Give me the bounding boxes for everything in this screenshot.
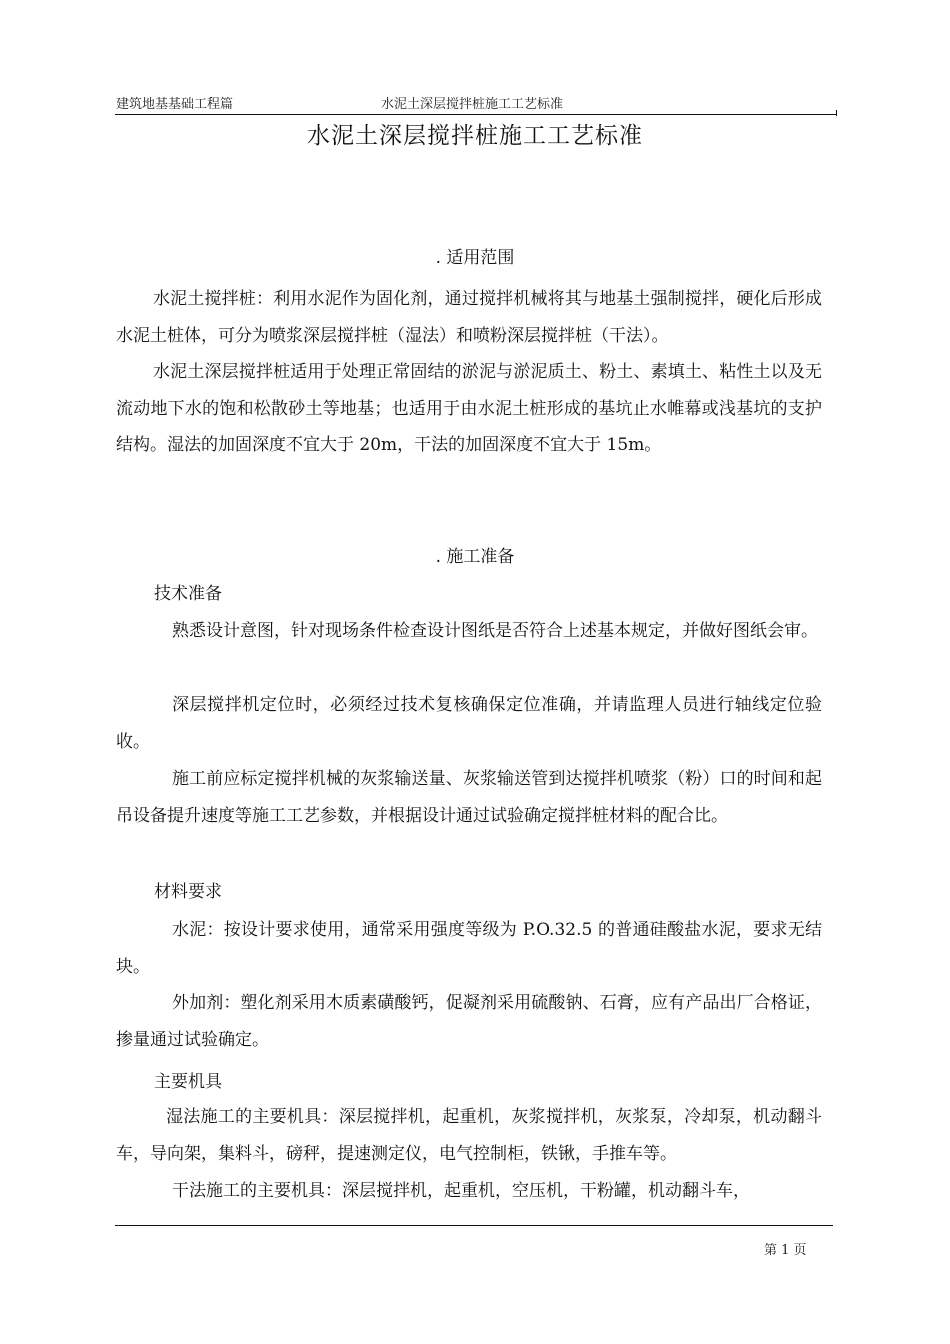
page-number: 第 1 页 (764, 1243, 807, 1258)
header-center-text: 水泥土深层搅拌桩施工工艺标准 (381, 97, 564, 112)
subheading-tech: 技术准备 (154, 584, 222, 604)
paragraph-material-1: 水泥：按设计要求使用，通常采用强度等级为 P.O.32.5 的普通硅酸盐水泥，要求无结块。 (116, 920, 822, 977)
section-heading-scope: . 适用范围 (435, 248, 515, 268)
paragraph-scope-1: 水泥土搅拌桩：利用水泥作为固化剂，通过搅拌机械将其与地基土强制搅拌，硬化后形成水泥土桩体，可分为喷浆深层搅拌桩（湿法）和喷粉深层搅拌桩（干法）。 (116, 289, 822, 346)
section-heading-prep: . 施工准备 (435, 547, 515, 567)
paragraph-material-2: 外加剂：塑化剂采用木质素磺酸钙，促凝剂采用硫酸钠、石膏，应有产品出厂合格证，掺量通过试验确定。 (116, 993, 822, 1050)
header-left-text: 建筑地基基础工程篇 (116, 97, 234, 112)
paragraph-tech-2: 深层搅拌机定位时，必须经过技术复核确保定位准确，并请监理人员进行轴线定位验收。 (116, 695, 822, 752)
paragraph-tech-1: 熟悉设计意图，针对现场条件检查设计图纸是否符合上述基本规定，并做好图纸会审。 (172, 621, 818, 641)
subheading-tools: 主要机具 (154, 1072, 222, 1092)
paragraph-tools-1: 湿法施工的主要机具：深层搅拌机，起重机，灰浆搅拌机，灰浆泵，冷却泵，机动翻斗车，导向架，集料斗，磅秤，提速测定仪，电气控制柜，铁锹，手推车等。 (116, 1107, 822, 1164)
footer-rule (115, 1225, 833, 1226)
document-title: 水泥土深层搅拌桩施工工艺标准 (307, 123, 643, 149)
paragraph-tech-3: 施工前应标定搅拌机械的灰浆输送量、灰浆输送管到达搅拌机喷浆（粉）口的时间和起吊设备提升速度等施工工艺参数，并根据设计通过试验确定搅拌桩材料的配合比。 (116, 769, 822, 826)
paragraph-scope-2: 水泥土深层搅拌桩适用于处理正常固结的淤泥与淤泥质土、粉土、素填土、粘性土以及无流动地下水的饱和松散砂土等地基；也适用于由水泥土桩形成的基坑止水帷幕或浅基坑的支护结构。湿法的加固深度不宜大于 20m，干法的加固深度不宜大于 15m。 (116, 362, 822, 455)
header-rule-tick (836, 110, 837, 116)
subheading-material: 材料要求 (154, 882, 222, 902)
header-rule (115, 114, 837, 115)
paragraph-tools-2: 干法施工的主要机具：深层搅拌机，起重机，空压机，干粉罐，机动翻斗车， (172, 1181, 750, 1201)
